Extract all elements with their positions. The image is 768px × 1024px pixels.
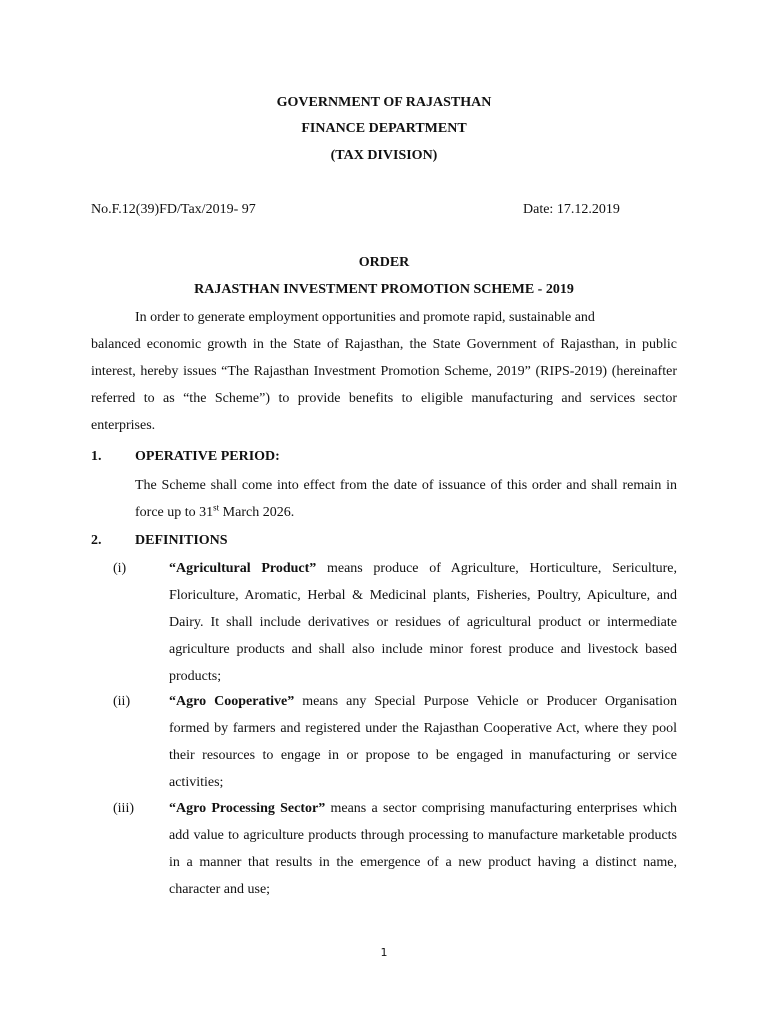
- definition-item: [169, 795, 677, 903]
- section-1-body: [135, 472, 677, 526]
- header-government: GOVERNMENT OF RAJASTHAN: [276, 95, 492, 110]
- section-2-title: DEFINITIONS: [135, 533, 228, 548]
- page-number: 1: [380, 946, 388, 959]
- ordinal-suffix: st: [213, 502, 220, 513]
- section-1-number: 1.: [91, 449, 102, 464]
- section-1-title: OPERATIVE PERIOD:: [135, 449, 280, 464]
- definition-number: (iii): [113, 801, 134, 816]
- definition-text: means produce of Agriculture, Horticulture, Sericulture, Floriculture, Aromatic, Herbal & Medicinal plants, Fisheries, Poultry, Apiculture, and Dairy. It shall include derivatives or residues of agricultural product or intermediate agriculture products and shall also include minor forest produce and livestock based products;: [169, 561, 677, 684]
- definition-term: “Agricultural Product”: [169, 561, 317, 576]
- intro-rest: balanced economic growth in the State of Rajasthan, the State Government of Rajasthan, in public interest, hereby issues “The Rajasthan Investment Promotion Scheme, 2019” (RIPS-2019) (hereinafter referred to as “the Scheme”) to provide benefits to eligible manufacturing and services sector enterprises.: [91, 337, 677, 433]
- definition-text: means any Special Purpose Vehicle or Producer Organisation formed by farmers and registered under the Rajasthan Cooperative Act, where they pool their resources to engage in or propose to be engaged in manufacturing or service activities;: [169, 694, 677, 790]
- reference-number: No.F.12(39)FD/Tax/2019- 97: [91, 202, 256, 217]
- order-label: ORDER: [358, 255, 410, 270]
- definition-number: (i): [113, 561, 127, 576]
- definition-term: “Agro Cooperative”: [169, 694, 295, 709]
- definition-item: [169, 688, 677, 796]
- section-1-text-end: March 2026.: [219, 505, 295, 520]
- section-2-number: 2.: [91, 533, 102, 548]
- order-title: RAJASTHAN INVESTMENT PROMOTION SCHEME - 2019: [194, 282, 574, 297]
- definition-text: means a sector comprising manufacturing enterprises which add value to agriculture products through processing to manufacture marketable products in a manner that results in the emergence of a new product having a distinct name, character and use;: [169, 801, 677, 897]
- section-1-text: The Scheme shall come into effect from the date of issuance of this order and shall remain in force up to 31: [135, 478, 677, 520]
- intro-first-line: In order to generate employment opportunities and promote rapid, sustainable and: [135, 310, 595, 325]
- header-division: (TAX DIVISION): [330, 148, 438, 163]
- definition-number: (ii): [113, 694, 131, 709]
- header-department: FINANCE DEPARTMENT: [301, 121, 467, 136]
- definition-term: “Agro Processing Sector”: [169, 801, 326, 816]
- intro-paragraph: [91, 304, 677, 439]
- definition-item: [169, 555, 677, 690]
- order-date: Date: 17.12.2019: [523, 202, 620, 217]
